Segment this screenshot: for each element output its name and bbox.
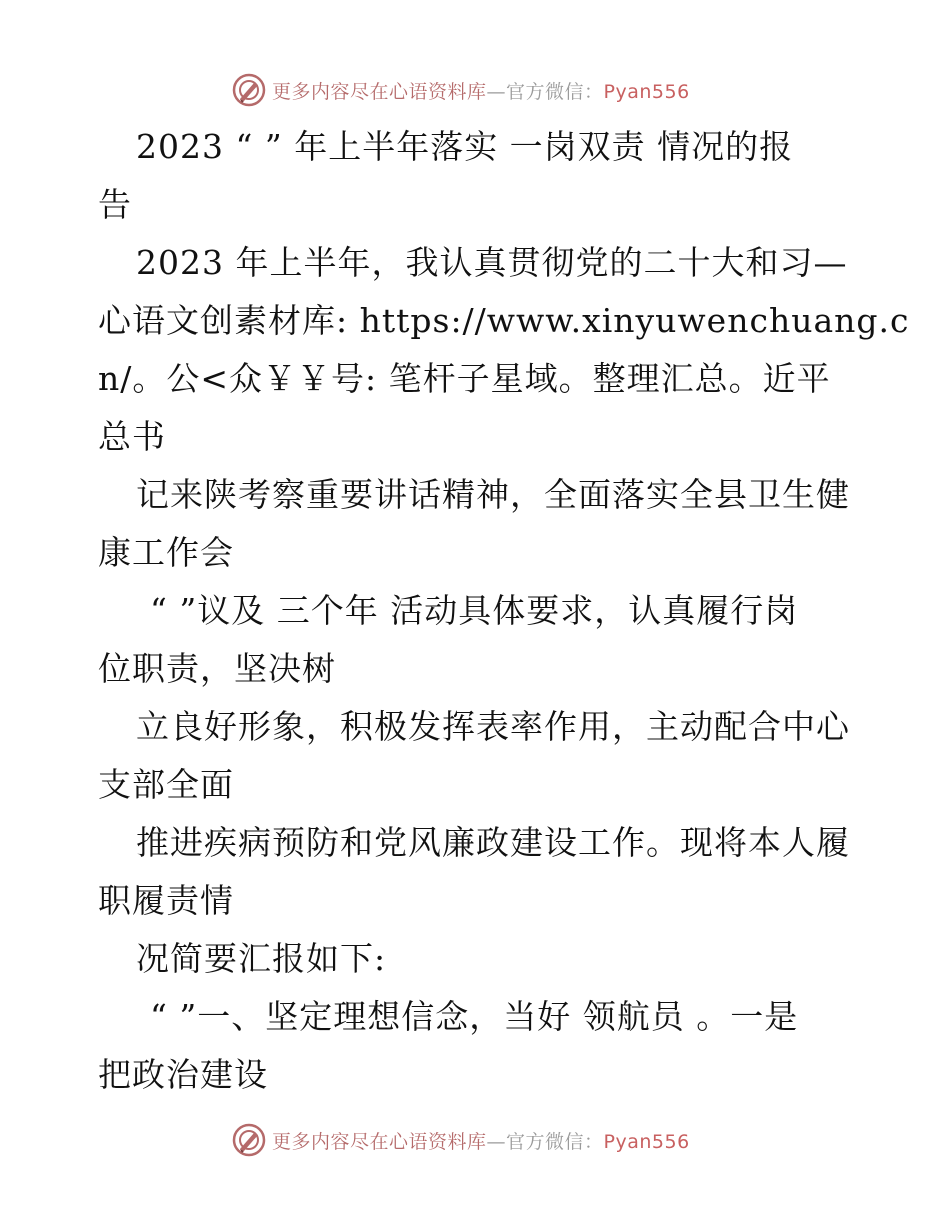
doc-line: “ ”议及 三个年 活动具体要求，认真履行岗 (150, 591, 799, 630)
doc-line: 总书 (98, 417, 166, 456)
doc-line: 心语文创素材库: https://www.xinyuwenchuang.c (98, 301, 910, 340)
doc-line: 立良好形象，积极发挥表率作用，主动配合中心 (136, 707, 850, 746)
watermark-text: 更多内容尽在心语资料库—官方微信：Pyan556 (272, 80, 690, 103)
doc-line: 把政治建设 (98, 1055, 268, 1094)
header-watermark (232, 70, 732, 110)
doc-line: 2023 “ ” 年上半年落实 一岗双责 情况的报 (136, 127, 794, 166)
doc-line: 支部全面 (98, 765, 234, 804)
doc-line: 告 (98, 185, 132, 224)
doc-line: “ ”一、坚定理想信念，当好 领航员 。一是 (150, 997, 799, 1036)
doc-line: 况简要汇报如下: (136, 939, 387, 978)
pen-logo-icon (232, 73, 266, 107)
doc-line: 推进疾病预防和党风廉政建设工作。现将本人履 (136, 823, 850, 862)
footer-watermark (232, 1120, 732, 1160)
doc-line: 记来陕考察重要讲话精神，全面落实全县卫生健 (136, 475, 850, 514)
doc-line: 职履责情 (98, 881, 234, 920)
watermark-text: 更多内容尽在心语资料库—官方微信：Pyan556 (272, 1130, 690, 1153)
pen-logo-icon (232, 1123, 266, 1157)
document-body (98, 118, 910, 1104)
doc-line: 位职责，坚决树 (98, 649, 336, 688)
doc-line: 2023 年上半年，我认真贯彻党的二十大和习— (136, 243, 848, 282)
doc-line: 康工作会 (98, 533, 234, 572)
doc-line: n/。公<众￥￥号: 笔杆子星域。整理汇总。近平 (98, 359, 831, 398)
